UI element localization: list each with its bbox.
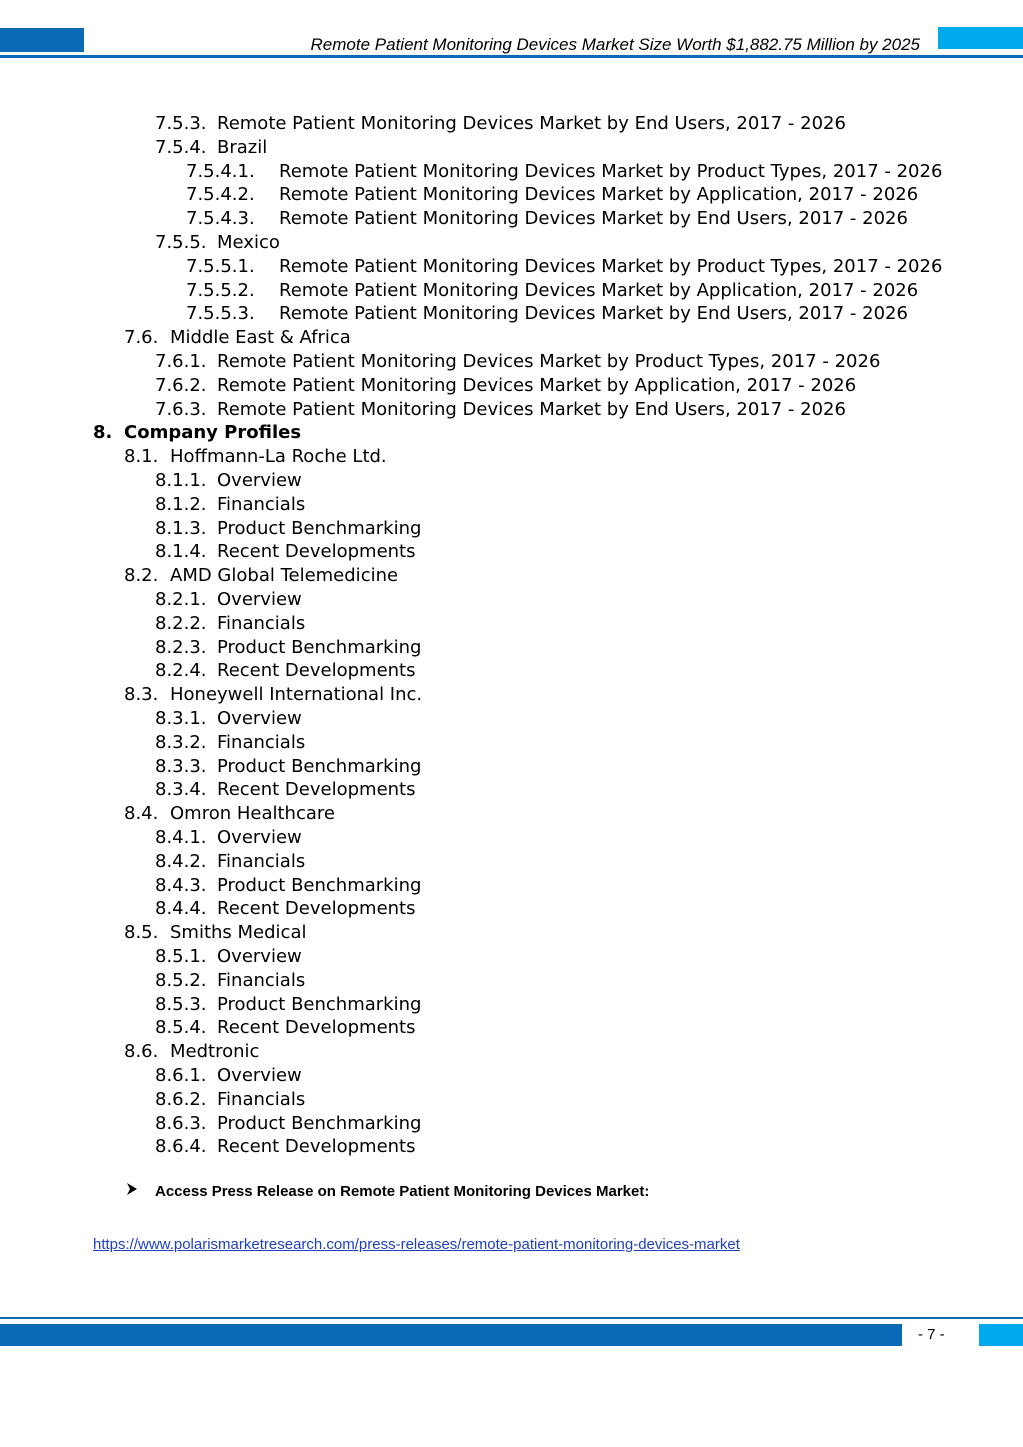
toc-entry-number: 8.5.1.	[155, 946, 207, 967]
toc-entry-number: 7.5.5.2.	[186, 279, 255, 301]
toc-entry-title: Recent Developments	[217, 660, 416, 682]
toc-entry-title: Product Benchmarking	[217, 755, 422, 777]
toc-entry-number: 8.2.2.	[155, 612, 207, 634]
toc-entry-number: 8.	[93, 422, 113, 444]
arrow-bullet-icon	[125, 1180, 155, 1204]
access-note	[125, 1180, 649, 1204]
toc-entry-title: Smiths Medical	[170, 922, 307, 944]
toc-entry-title: Overview	[217, 827, 302, 848]
toc-entry-title: Remote Patient Monitoring Devices Market by Application, 2017 - 2026	[279, 279, 919, 301]
toc-entry-title: Overview	[217, 470, 302, 491]
toc-entry-number: 7.5.4.3.	[186, 208, 255, 230]
toc-entry-title: Hoffmann-La Roche Ltd.	[170, 446, 387, 468]
footer-bar	[0, 1324, 902, 1346]
toc-entry-number: 8.1.	[124, 446, 159, 468]
toc-entry-number: 8.5.	[124, 922, 159, 944]
toc-entry-number: 8.4.4.	[155, 898, 207, 920]
toc-entry-title: Brazil	[217, 136, 268, 158]
toc-entry-number: 8.3.2.	[155, 731, 207, 753]
toc-entry-number: 8.3.1.	[155, 708, 207, 729]
toc-entry-title: Product Benchmarking	[217, 874, 422, 896]
toc-entry-title: Recent Developments	[217, 898, 416, 920]
toc-entry-number: 8.2.3.	[155, 636, 207, 658]
access-label: Access Press Release on Remote Patient Monitoring Devices Market:	[155, 1183, 650, 1200]
toc-entry-number: 8.6.	[124, 1041, 159, 1063]
toc-entry-number: 8.4.2.	[155, 850, 207, 872]
toc-entry-number: 8.1.1.	[155, 470, 207, 491]
toc-entry-number: 8.1.3.	[155, 517, 207, 539]
page-number: - 7 -	[918, 1326, 945, 1343]
toc-entry-number: 7.5.4.	[155, 136, 207, 158]
toc-entry-number: 8.3.3.	[155, 755, 207, 777]
toc-entry-title: Financials	[217, 493, 306, 515]
toc-entry-number: 7.6.1.	[155, 351, 207, 372]
header-rule	[0, 55, 1023, 58]
toc-entry-title: Middle East & Africa	[170, 327, 351, 349]
header-title: Remote Patient Monitoring Devices Market Size Worth $1,882.75 Million by 2025	[310, 35, 920, 54]
toc-entry-title: Recent Developments	[217, 779, 416, 801]
toc-entry-title: Overview	[217, 589, 302, 610]
toc-entry-title: Recent Developments	[217, 1136, 416, 1158]
toc-entry-title: AMD Global Telemedicine	[170, 565, 399, 587]
toc-entry-title: Product Benchmarking	[217, 1112, 422, 1134]
toc-entry-title: Remote Patient Monitoring Devices Market by End Users, 2017 - 2026	[217, 398, 846, 420]
toc-entry-title: Remote Patient Monitoring Devices Market by Application, 2017 - 2026	[217, 374, 857, 396]
header-accent-block-right	[938, 27, 1023, 49]
toc-entry-number: 7.6.	[124, 327, 159, 349]
toc-entry-number: 7.6.2.	[155, 374, 207, 396]
toc-entry-title: Overview	[217, 708, 302, 729]
toc-entry-title: Remote Patient Monitoring Devices Market by End Users, 2017 - 2026	[279, 303, 908, 325]
toc-entry-title: Recent Developments	[217, 1017, 416, 1039]
toc-entry-title: Financials	[217, 969, 306, 991]
toc-entry-title: Financials	[217, 731, 306, 753]
toc-entry-number: 8.4.1.	[155, 827, 207, 848]
toc-entry-title: Financials	[217, 612, 306, 634]
toc-entry-number: 7.5.3.	[155, 113, 207, 134]
toc-entry-number: 7.5.5.3.	[186, 303, 255, 325]
toc-entry-number: 8.6.1.	[155, 1065, 207, 1086]
toc-entry-title: Product Benchmarking	[217, 993, 422, 1015]
toc-entry-number: 8.3.	[124, 684, 159, 706]
header-accent-block-left	[0, 28, 84, 52]
toc-entry-number: 8.2.	[124, 565, 159, 587]
toc-entry-number: 7.5.4.2.	[186, 184, 255, 206]
toc-entry-number: 8.5.2.	[155, 969, 207, 991]
toc-entry-number: 8.6.4.	[155, 1136, 207, 1158]
toc-entry-title: Remote Patient Monitoring Devices Market by Product Types, 2017 - 2026	[217, 351, 881, 372]
toc-entry-title: Remote Patient Monitoring Devices Market by Application, 2017 - 2026	[279, 184, 919, 206]
toc-entry-number: 8.6.3.	[155, 1112, 207, 1134]
toc-entry-number: 8.2.4.	[155, 660, 207, 682]
toc-entry-title: Remote Patient Monitoring Devices Market by End Users, 2017 - 2026	[217, 113, 846, 134]
toc-entry-number: 8.4.	[124, 803, 159, 825]
footer-rule	[0, 1317, 1023, 1319]
toc-entry-number: 8.4.3.	[155, 874, 207, 896]
toc-entry-title: Remote Patient Monitoring Devices Market by End Users, 2017 - 2026	[279, 208, 908, 230]
toc-entry-number: 8.3.4.	[155, 779, 207, 801]
toc-entry-title: Remote Patient Monitoring Devices Market by Product Types, 2017 - 2026	[279, 255, 943, 277]
toc-entry-title: Omron Healthcare	[170, 803, 335, 825]
toc-entry-number: 8.1.4.	[155, 541, 207, 563]
toc-entry-title: Company Profiles	[124, 422, 302, 444]
toc-entry-number: 8.2.1.	[155, 589, 207, 610]
toc-entry-title: Financials	[217, 850, 306, 872]
toc-entry-number: 7.5.4.1.	[186, 160, 255, 182]
toc-entry-number: 7.5.5.1.	[186, 255, 255, 277]
toc-entry-number: 7.5.5.	[155, 232, 207, 253]
toc-entry-title: Overview	[217, 1065, 302, 1086]
toc-entry-title: Product Benchmarking	[217, 636, 422, 658]
toc-entry-number: 7.6.3.	[155, 398, 207, 420]
footer-accent-block	[979, 1324, 1023, 1346]
toc-entry-title: Financials	[217, 1088, 306, 1110]
toc-entry-title: Remote Patient Monitoring Devices Market by Product Types, 2017 - 2026	[279, 160, 943, 182]
press-release-link[interactable]: https://www.polarismarketresearch.com/press-releases/remote-patient-monitoring-devices-market	[93, 1236, 740, 1253]
toc-entry-title: Mexico	[217, 232, 280, 253]
toc-entry-number: 8.1.2.	[155, 493, 207, 515]
toc-entry-title: Recent Developments	[217, 541, 416, 563]
toc-entry-title: Overview	[217, 946, 302, 967]
toc-entry-number: 8.5.4.	[155, 1017, 207, 1039]
toc-entry-title: Medtronic	[170, 1041, 260, 1063]
toc-entry-title: Honeywell International Inc.	[170, 684, 423, 706]
toc-entry-number: 8.5.3.	[155, 993, 207, 1015]
toc-entry-number: 8.6.2.	[155, 1088, 207, 1110]
toc-entry-title: Product Benchmarking	[217, 517, 422, 539]
